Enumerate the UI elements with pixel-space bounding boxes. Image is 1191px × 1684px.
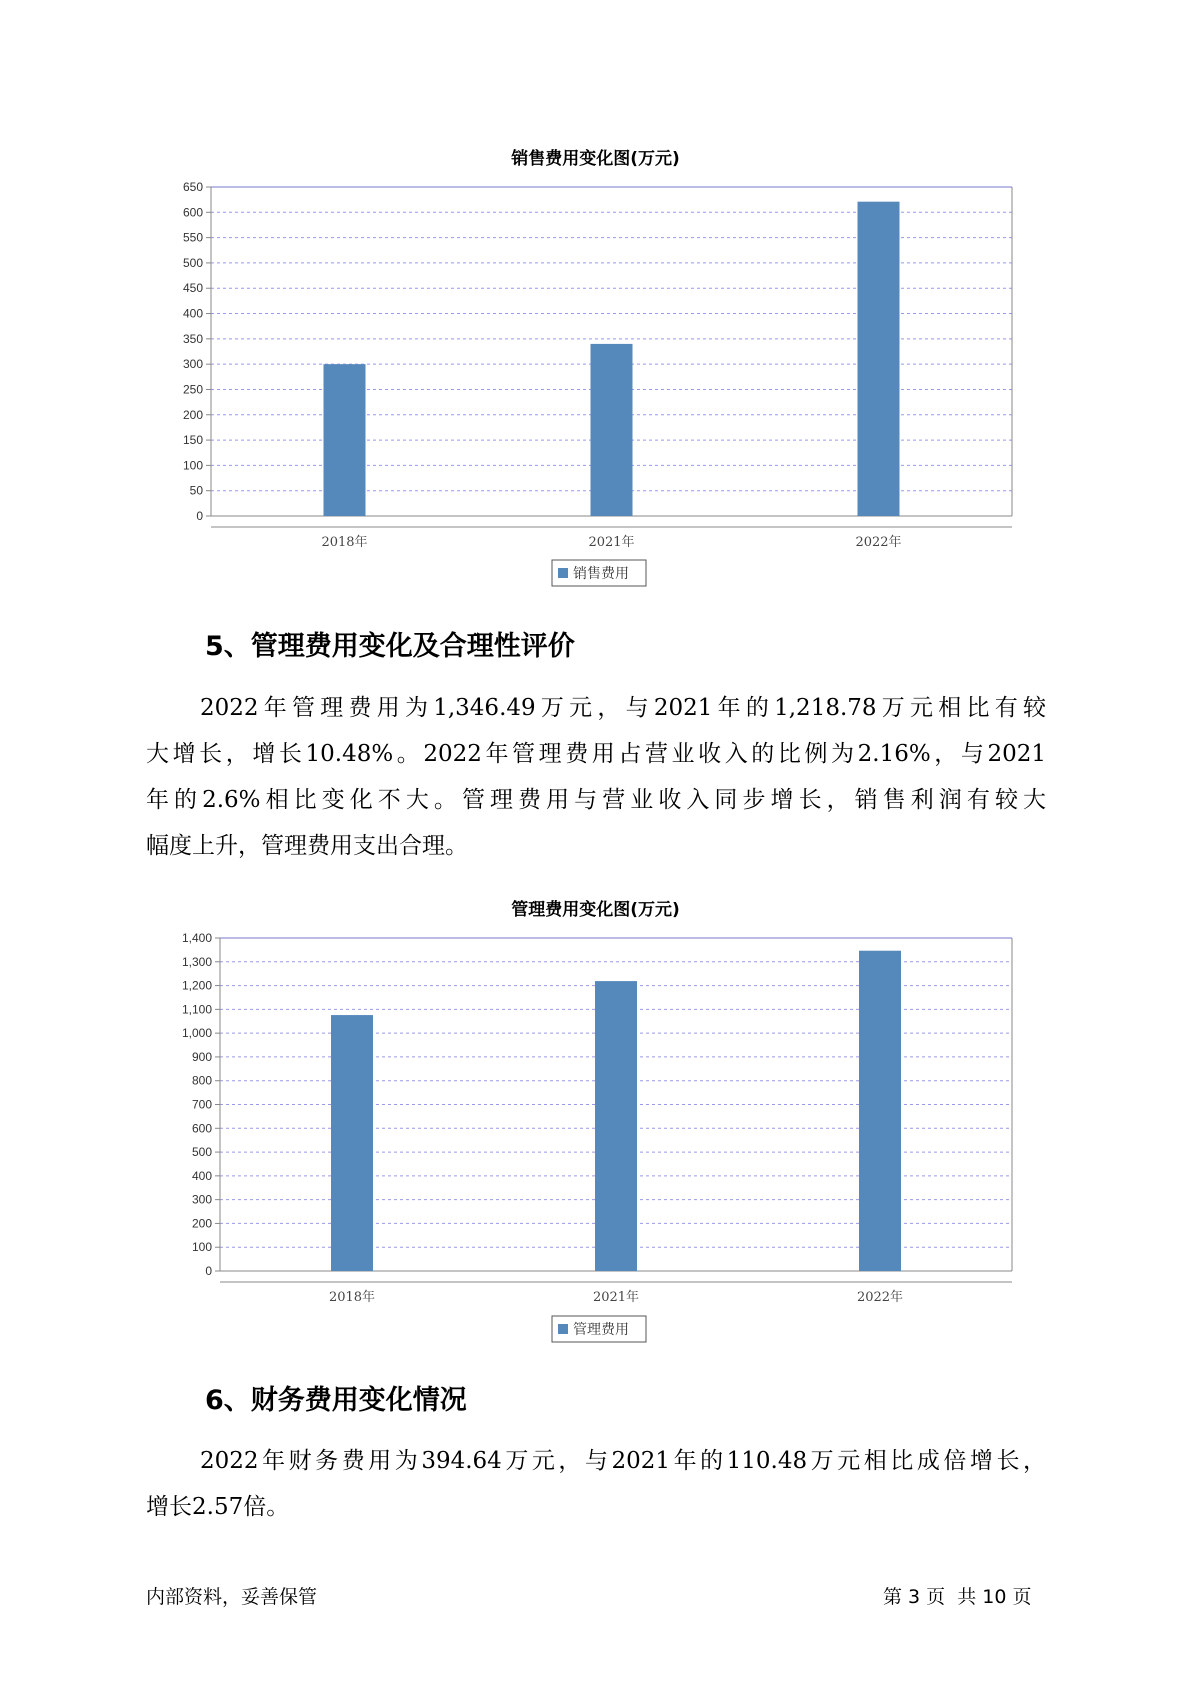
x-tick-label: 2018年	[321, 535, 368, 550]
y-tick-label: 500	[182, 255, 203, 270]
y-tick-label: 1,400	[181, 931, 212, 945]
y-tick-label: 650	[182, 180, 203, 194]
section5-line: 大增长，增长10.48%。2022年管理费用占营业收入的比例为2.16%，与2021	[146, 741, 1046, 767]
bar	[858, 202, 900, 516]
y-tick-label: 300	[182, 357, 203, 372]
bar	[859, 951, 901, 1271]
section5-paragraph	[146, 685, 1046, 869]
bar	[324, 364, 366, 516]
legend-label: 销售费用	[573, 566, 629, 582]
chart2-title: 管理费用变化图(万元)	[511, 900, 680, 920]
x-tick-label: 2021年	[592, 1290, 640, 1305]
x-tick-label: 2021年	[588, 535, 635, 550]
y-tick-label: 0	[196, 509, 203, 523]
y-tick-label: 200	[191, 1216, 212, 1231]
legend-label: 管理费用	[573, 1322, 629, 1338]
y-tick-label: 800	[191, 1073, 212, 1088]
y-tick-label: 700	[191, 1097, 212, 1112]
y-tick-label: 1,100	[181, 1002, 212, 1017]
y-tick-label: 900	[191, 1049, 212, 1064]
x-tick-label: 2022年	[856, 1290, 904, 1305]
y-tick-label: 0	[205, 1264, 212, 1278]
section6-line: 增长2.57倍。	[146, 1494, 290, 1520]
bar	[591, 344, 633, 516]
y-tick-label: 200	[182, 407, 203, 422]
legend-swatch	[558, 1324, 568, 1334]
y-tick-label: 150	[182, 433, 203, 448]
section6-paragraph	[146, 1438, 1046, 1530]
chart1-title: 销售费用变化图(万元)	[511, 149, 680, 169]
y-tick-label: 400	[182, 306, 203, 321]
sales-expense-chart	[0, 170, 1191, 610]
section6-heading: 6、财务费用变化情况	[205, 1385, 467, 1416]
y-tick-label: 100	[191, 1240, 212, 1255]
y-tick-label: 600	[191, 1121, 212, 1136]
y-tick-label: 100	[182, 458, 203, 473]
y-tick-label: 600	[182, 205, 203, 220]
y-tick-label: 1,200	[181, 978, 212, 993]
y-tick-label: 550	[182, 230, 203, 245]
section6-line: 2022年财务费用为394.64万元，与2021年的110.48万元相比成倍增长，	[200, 1448, 1046, 1474]
y-tick-label: 450	[182, 281, 203, 296]
y-tick-label: 350	[182, 331, 203, 346]
admin-expense-chart	[0, 920, 1191, 1360]
footer-right: 第 3 页 共 10 页	[883, 1586, 1032, 1608]
y-tick-label: 250	[182, 382, 203, 397]
y-tick-label: 1,300	[181, 954, 212, 969]
section5-heading: 5、管理费用变化及合理性评价	[205, 631, 575, 662]
bar	[595, 981, 637, 1271]
section5-line: 年的2.6%相比变化不大。管理费用与营业收入同步增长，销售利润有较大	[146, 787, 1046, 813]
section5-line: 2022年管理费用为1,346.49万元，与2021年的1,218.78万元相比有较	[200, 695, 1046, 721]
x-tick-label: 2022年	[855, 535, 902, 550]
legend-swatch	[558, 568, 568, 578]
bar	[331, 1015, 373, 1271]
y-tick-label: 400	[191, 1168, 212, 1183]
x-tick-label: 2018年	[328, 1290, 376, 1305]
y-tick-label: 50	[189, 483, 203, 498]
section5-line: 幅度上升，管理费用支出合理。	[146, 833, 468, 859]
y-tick-label: 300	[191, 1192, 212, 1207]
y-tick-label: 1,000	[181, 1026, 212, 1041]
footer-left: 内部资料，妥善保管	[146, 1586, 318, 1608]
y-tick-label: 500	[191, 1145, 212, 1160]
